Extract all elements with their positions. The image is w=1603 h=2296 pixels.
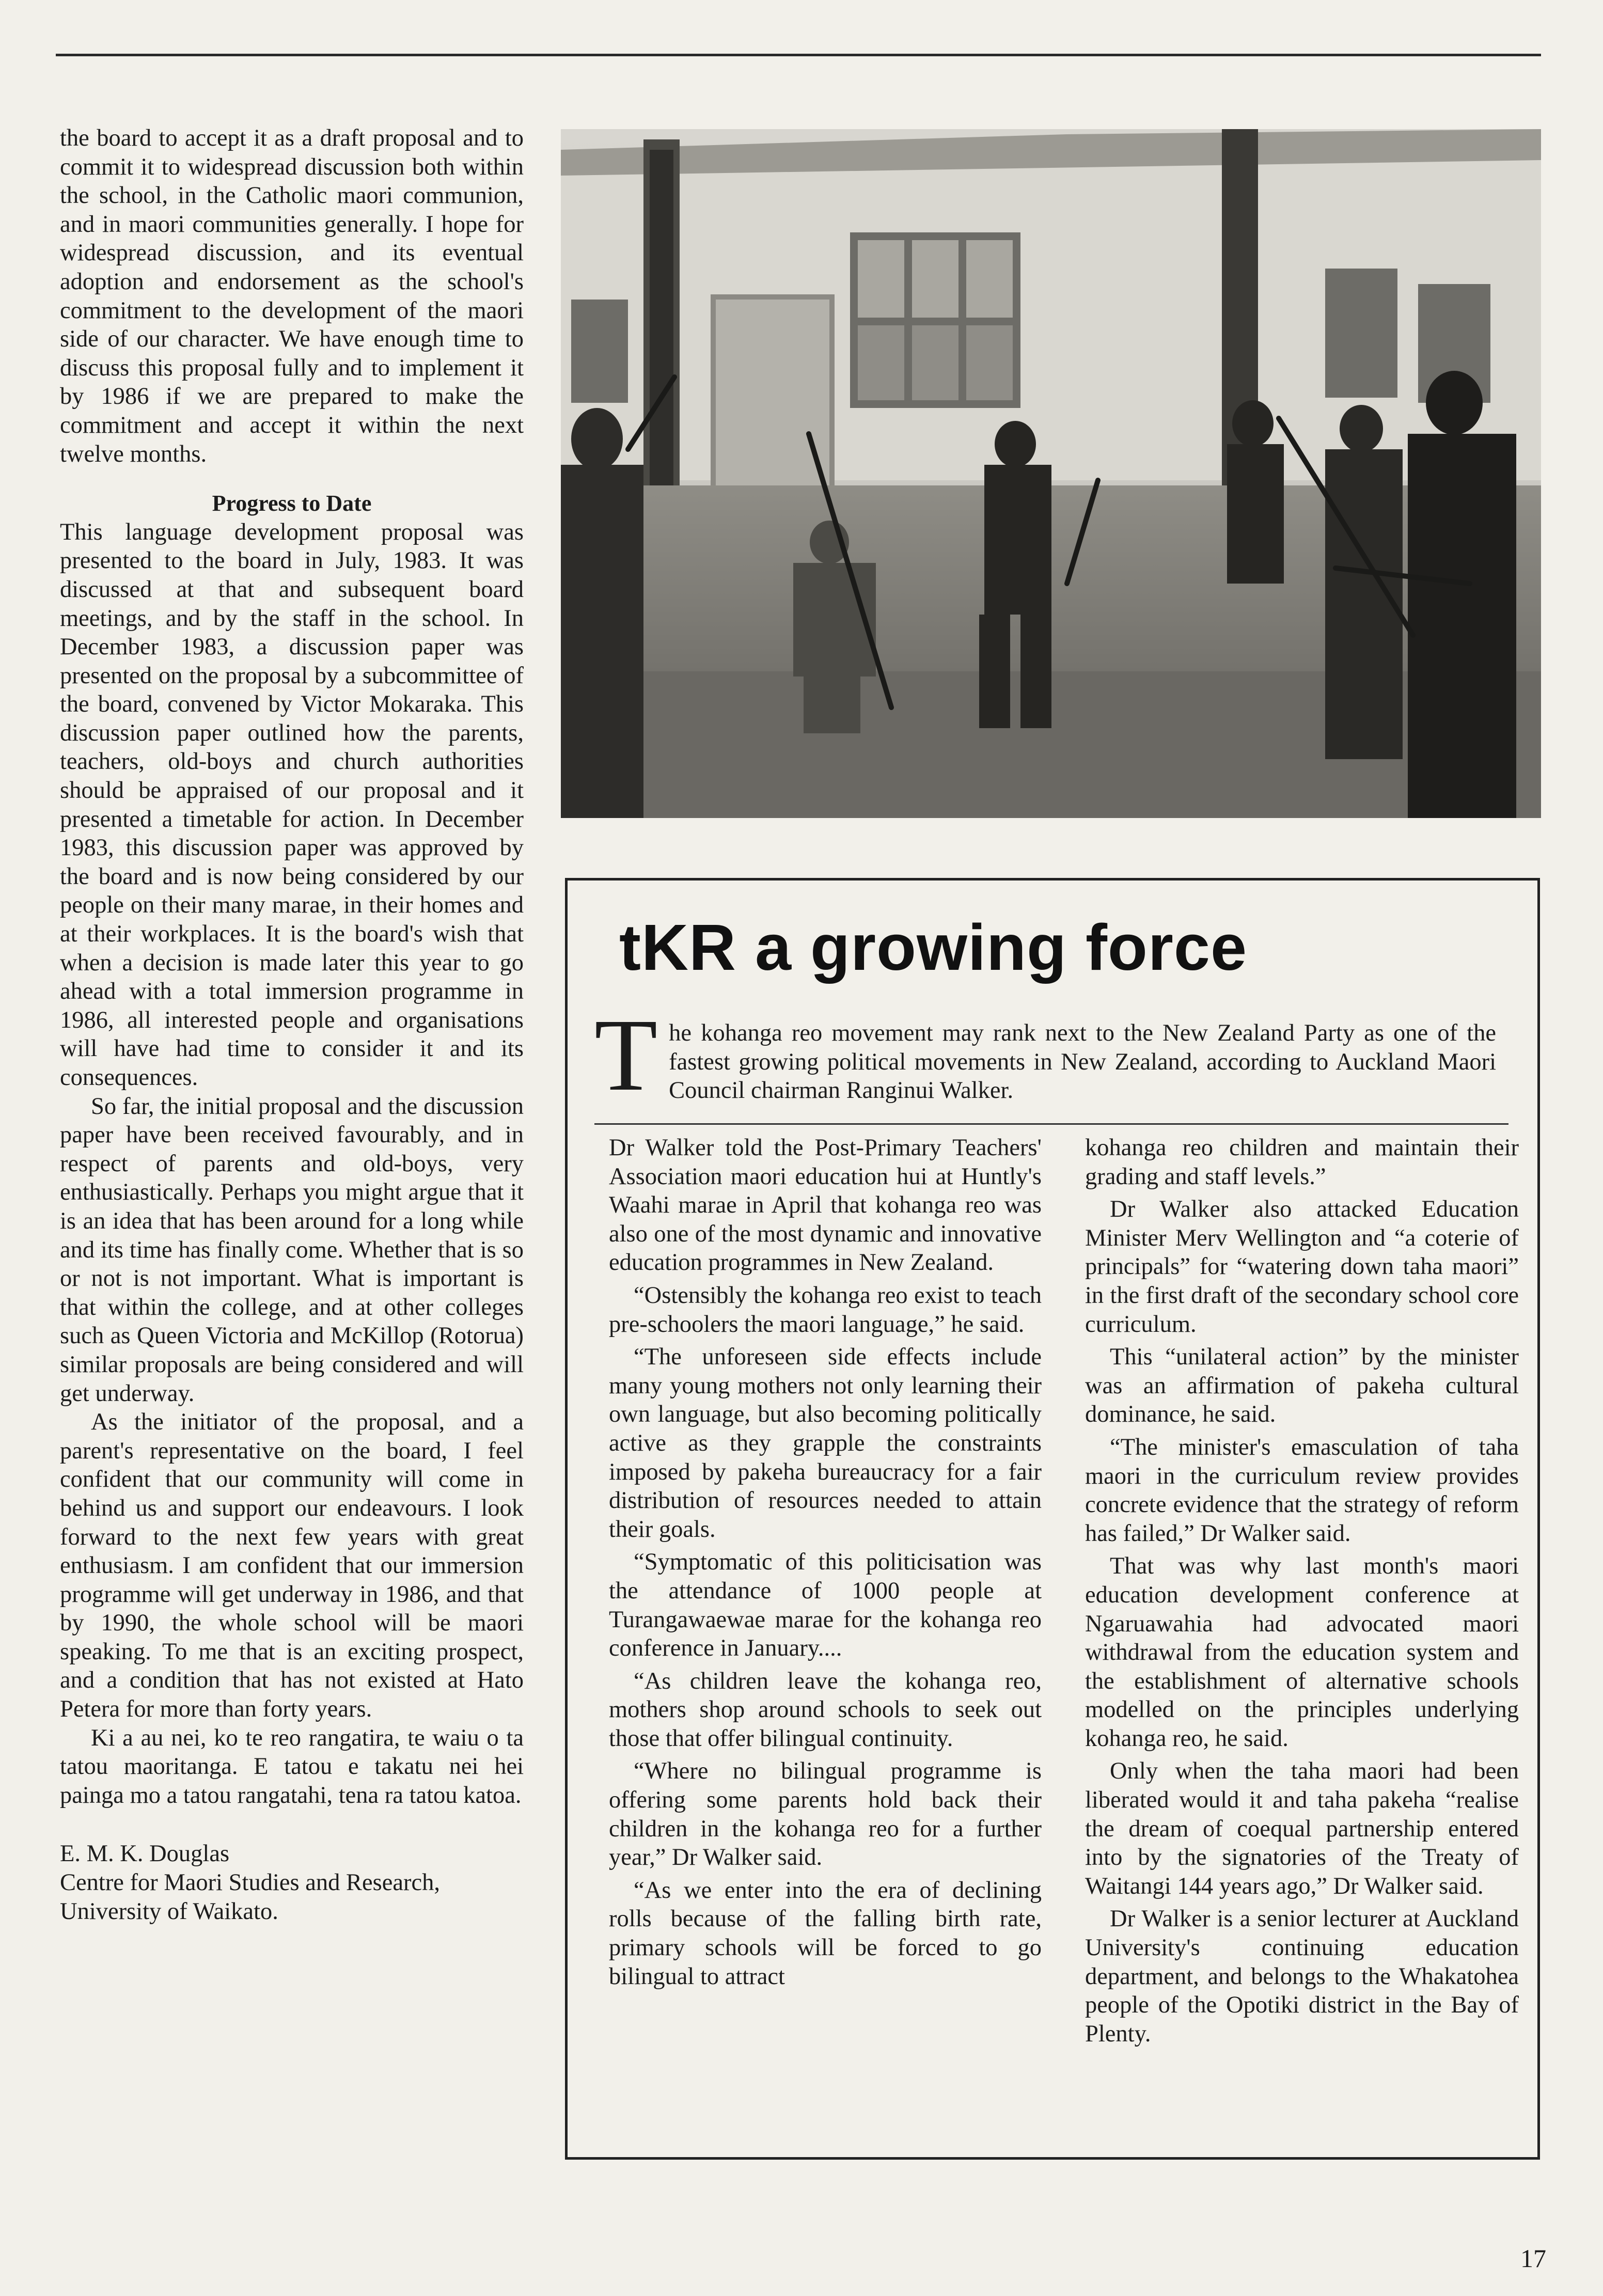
article-lead [594,998,1496,1112]
photo-taiaha-training [561,129,1541,818]
author-affiliation: Centre for Maori Studies and Research, [60,1869,441,1896]
paragraph: Dr Walker also attacked Education Minister Merv Wellington and “a coterie of principals” for “watering down taha maori” in the first draft of the secondary school core curriculum. [1085,1196,1519,1338]
paragraph: “Ostensibly the kohanga reo exist to teach pre-schoolers the maori language,” he said. [609,1282,1042,1338]
paragraph: As the initiator of the proposal, and a parent's representative on the board, I feel confident that our community will come in behind us and support our endeavours. I look forward to the next few years with great enthusiasm. I am confident that our immersion programme will get underway in 1986, and that by 1990, the whole school will be maori speaking. To me that is an exciting prospect, and a condition that has not existed at Hato Petera for more than forty years. [60,1409,524,1723]
paragraph: Ki a au nei, ko te reo rangatira, te waiu o ta tatou maoritanga. E tatou e takatu nei hei painga mo a tatou rangatahi, tena ra tatou katoa. [60,1724,524,1809]
paragraph: “Where no bilingual programme is offering some parents hold back their children in the kohanga reo for a further year,” Dr Walker said. [609,1758,1042,1871]
paragraph: “The minister's emasculation of taha maori in the curriculum review provides concrete evidence that the strategy of reform has failed,” Dr Walker said. [1085,1434,1519,1547]
paragraph: That was why last month's maori education development conference at Ngaruawahia had advocated maori withdrawal from the education system and the establishment of alternative schools modelled on the principles underlying kohanga reo, he said. [1085,1553,1519,1752]
author-name: E. M. K. Douglas [60,1841,230,1867]
author-institution: University of Waikato. [60,1898,278,1925]
page-number: 17 [1520,2244,1546,2273]
paragraph: So far, the initial proposal and the discussion paper have been received favourably, and in respect of parents and old-boys, very enthusiastically. Perhaps you might argue that it is an idea that has been around for a long while and its time has finally come. Whether that is so or not is not important. What is important is that within the college, and at other colleges such as Queen Victoria and McKillop (Rotorua) similar proposals are being considered and will get underway. [60,1093,524,1407]
paragraph: This “unilateral action” by the minister was an affirmation of pakeha cultural dominance, he said. [1085,1344,1519,1428]
paragraph: “As we enter into the era of declining rolls because of the falling birth rate, primary schools will be forced to go bilingual to attract [609,1877,1042,1990]
section-heading: Progress to Date [212,491,372,516]
lead-text: he kohanga reo movement may rank next to the New Zealand Party as one of the fastest growing political movements in New Zealand, according to Auckland Maori Council chairman Ranginui Walker. [669,1020,1496,1104]
article-column-a [609,1134,1042,1995]
drop-cap: T [594,998,658,1112]
paragraph: Only when the taha maori had been liberated would it and taha pakeha “realise the dream of coequal partnership entered into by the signatories of the Treaty of Waitangi 144 years ago,” Dr Walker said. [1085,1758,1519,1899]
article-column-b [1085,1134,1519,2052]
paragraph: “Symptomatic of this politicisation was the attendance of 1000 people at Turangawaewae marae for the kohanga reo conference in January.... [609,1549,1042,1662]
author-signature [60,1839,524,1926]
paragraph: “The unforeseen side effects include many young mothers not only learning their own language, but also becoming politically active as they grapple the constraints imposed by pakeha bureaucracy for a fair distribution of resources needed to attain their goals. [609,1344,1042,1543]
lead-divider [594,1123,1508,1125]
article-headline: tKR a growing force [619,911,1248,984]
paragraph: “As children leave the kohanga reo, mothers shop around schools to seek out those that offer bilingual continuity. [609,1668,1042,1752]
article-box [565,878,1540,2160]
paragraph: the board to accept it as a draft proposal and to commit it to widespread discussion both within the school, in the Catholic maori communion, and in maori communities generally. I hope for widespread discussion, and its eventual adoption and endorsement as the school's commitment to the development of the maori side of our character. We have enough time to discuss this proposal fully and to implement it by 1986 if we are prepared to make the commitment and accept it within the next twelve months. [60,125,524,467]
top-rule [56,54,1541,56]
paragraph: Dr Walker is a senior lecturer at Auckland University's continuing education department, and belongs to the Whakatohea people of the Opotiki district in the Bay of Plenty. [1085,1906,1519,2047]
paragraph: Dr Walker told the Post-Primary Teachers' Association maori education hui at Huntly's Waahi marae in April that kohanga reo was also one of the most dynamic and innovative education programmes in New Zealand. [609,1135,1042,1276]
paragraph: This language development proposal was presented to the board in July, 1983. It was discussed at that and subsequent board meetings, and by the staff in the school. In December 1983, a discussion paper was presented on the proposal by a subcommittee of the board, convened by Victor Mokaraka. This discussion paper outlined how the parents, teachers, old-boys and church authorities should be appraised of our proposal and it presented a timetable for action. In December 1983, this discussion paper was approved by the board and is now being considered by our people on their many marae, in their homes and at their workplaces. It is the board's wish that when a decision is made later this year to go ahead with a total immersion programme in 1986, all interested people and organisations will have had time to consider it and its consequences. [60,518,524,1091]
left-column [60,124,524,1926]
paragraph: kohanga reo children and maintain their grading and staff levels.” [1085,1135,1519,1190]
